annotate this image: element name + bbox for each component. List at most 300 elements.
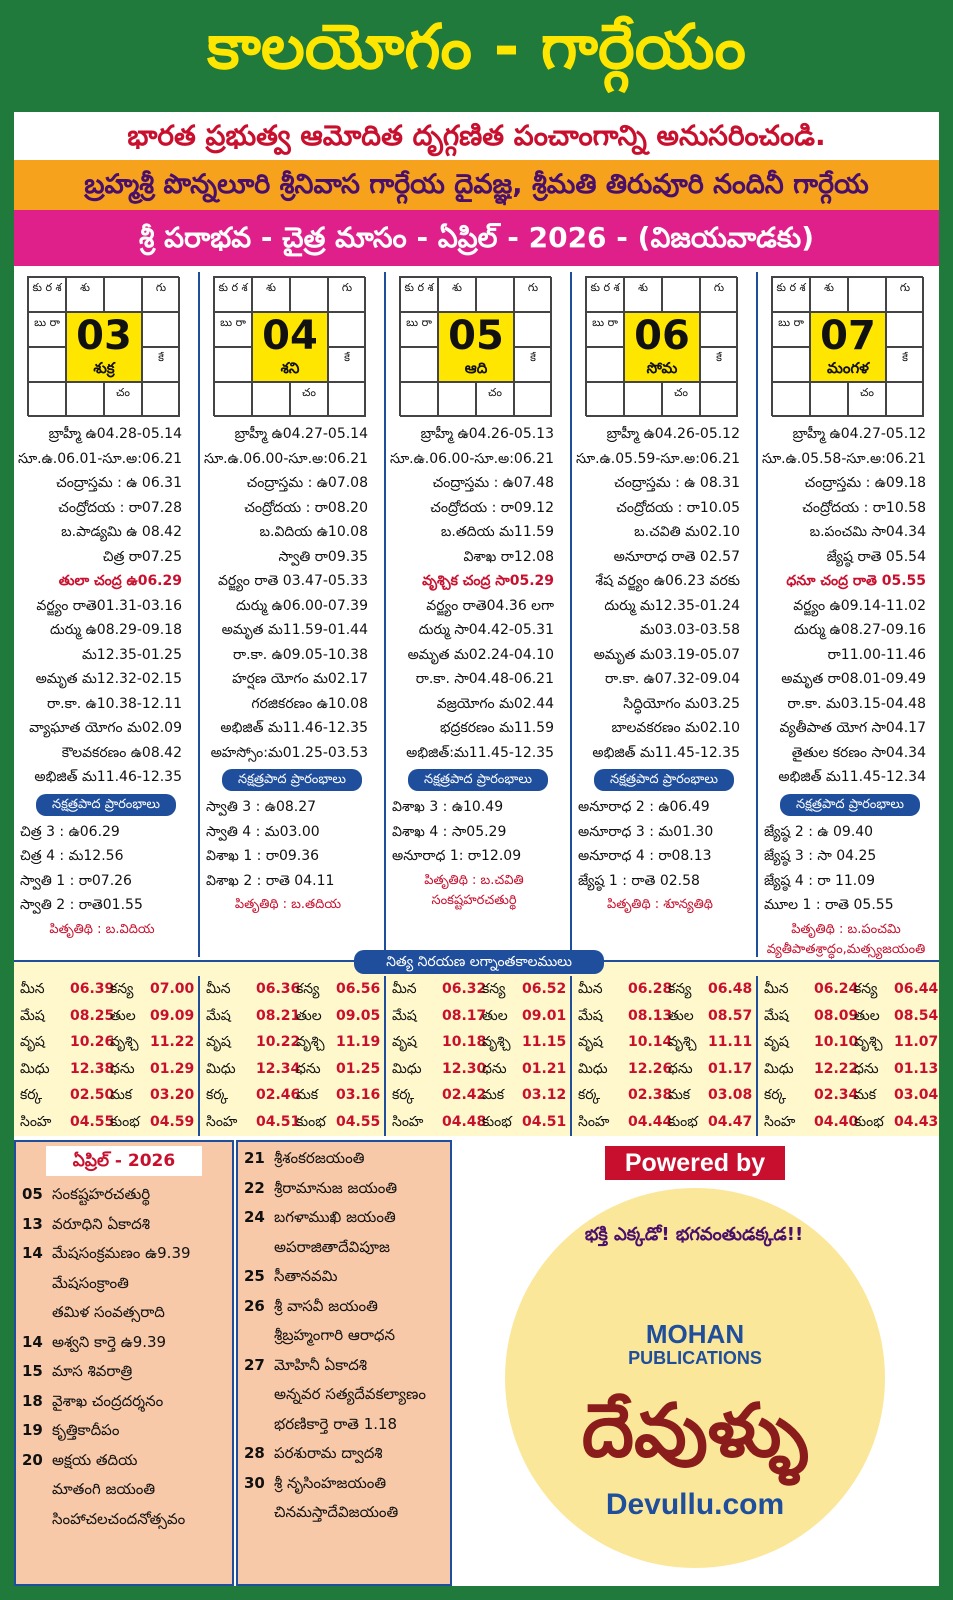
rasi-cell: కు ర శ	[586, 277, 624, 312]
panchang-line: అమృత మ03.19-05.07	[593, 646, 740, 663]
panchang-line: దుర్ము సా04.42-05.31	[418, 622, 554, 638]
festival-date: 15	[22, 1362, 43, 1380]
pitru-tithi: పితృతిథి : బ.చవితి	[424, 872, 524, 888]
pada-line: జ్యేష్ఠ 3 : సా 04.25	[764, 848, 877, 864]
lagna-time: 10.14	[628, 1034, 673, 1050]
lagna-name: మక	[482, 1087, 505, 1103]
lagna-name: వృశ్చి	[110, 1034, 139, 1050]
lagna-name: ధను	[110, 1060, 135, 1077]
panchang-line: చంద్రోదయ : రా10.58	[802, 499, 926, 516]
panchang-line: సూ.ఉ.06.00-సూ.అ:06.21	[390, 450, 555, 467]
pada-line: అనూరాధ 4 : రా08.13	[578, 848, 712, 864]
lagna-name: ధను	[668, 1060, 693, 1077]
lagna-time: 04.55	[336, 1113, 381, 1130]
panchang-line: సిద్ధియోగం మ03.25	[623, 695, 740, 712]
pada-line: విశాఖ 4 : సా05.29	[392, 823, 507, 840]
panchang-line: అమృత మ02.24-04.10	[407, 646, 554, 663]
special-day: వ్యతీపాతశ్రాద్ధం,మత్స్యజయంతి	[766, 941, 926, 957]
rasi-cell: బు రా	[400, 312, 438, 347]
lagna-time: 01.17	[708, 1060, 753, 1077]
lagna-time: 10.22	[256, 1034, 301, 1050]
festival-name: శ్రీరామానుజ జయంతి	[274, 1178, 398, 1197]
rasi-cell: గు	[514, 277, 552, 312]
lagna-name: మక	[854, 1087, 877, 1103]
festival-name: కృత్తికాదీపం	[52, 1421, 120, 1439]
date-number: 06	[634, 313, 690, 359]
lagna-time: 01.21	[522, 1060, 567, 1077]
brand-publications: PUBLICATIONS	[628, 1348, 762, 1368]
lagna-time: 04.51	[256, 1113, 301, 1130]
lagna-name: మీన	[764, 981, 789, 997]
weekday-label: శుక్ర	[93, 359, 115, 377]
lagna-time: 04.55	[70, 1113, 115, 1130]
panchang-line: మ12.35-01.25	[81, 646, 182, 663]
rasi-cell: బు రా	[772, 312, 810, 347]
panchang-line: కౌలవకరణం ఉ08.42	[61, 744, 182, 761]
festival-name: సంకష్టహరచతుర్థి	[52, 1185, 151, 1203]
panchang-line: అభిజిత్ మ11.45-12.34	[778, 769, 926, 785]
rasi-cell: బు రా	[28, 312, 66, 347]
lagna-name: తుల	[296, 1007, 322, 1024]
lagna-time: 01.29	[150, 1060, 195, 1077]
pitru-tithi: పితృతిథి : శూన్యతిథి	[607, 897, 713, 912]
pada-heading: నక్షత్రపాద ప్రారంభాలు	[36, 794, 176, 816]
lagna-name: మీన	[206, 981, 231, 997]
festival-name: మేషసంక్రాంతి	[52, 1273, 129, 1292]
festival-name: భరణికార్తె రాతె 1.18	[274, 1414, 398, 1433]
lagna-name: కన్య	[110, 981, 134, 997]
festival-date: 20	[22, 1450, 43, 1469]
lagna-name: మేష	[764, 1007, 789, 1024]
lagna-name: మిధు	[20, 1060, 50, 1077]
rasi-cell: కు ర శ	[214, 277, 252, 312]
lagna-name: మేష	[392, 1007, 417, 1024]
panchang-line: వ్యతీపాత యోగ సా04.17	[779, 720, 926, 736]
lagna-time: 11.22	[150, 1034, 195, 1050]
pada-line: జ్యేష్ఠ 4 : రా 11.09	[764, 872, 876, 889]
brand-mohan: MOHAN	[645, 1319, 745, 1349]
lagna-time: 08.17	[442, 1007, 487, 1024]
lagna-name: వృష	[578, 1034, 603, 1050]
lagna-time: 06.56	[336, 981, 381, 997]
lagna-name: కుంభ	[854, 1113, 884, 1130]
lagna-time: 02.46	[256, 1087, 301, 1103]
date-number: 04	[262, 313, 318, 359]
pada-line: స్వాతి 4 : మ03.00	[206, 823, 320, 840]
festival-name: మోహినీ ఏకాదశి	[274, 1355, 368, 1374]
pada-heading: నక్షత్రపాద ప్రారంభాలు	[780, 794, 920, 816]
lagna-name: వృష	[20, 1034, 45, 1050]
lagna-name: మిధు	[578, 1060, 608, 1077]
pada-line: చిత్ర 3 : ఉ06.29	[20, 823, 120, 840]
lagna-time: 03.04	[894, 1087, 939, 1103]
panchang-line: బ్రాహ్మీ ఉ04.27-05.12	[792, 426, 926, 442]
panchang-line: హర్షణ యోగం మ02.17	[232, 671, 368, 687]
devullu-logo-text: దేవుళ్ళు	[581, 1388, 809, 1474]
lagna-name: సింహ	[764, 1113, 796, 1130]
panchang-line: సూ.ఉ.06.01-సూ.అ:06.21	[18, 450, 183, 467]
pada-line: అనూరాధ 2 : ఉ06.49	[578, 799, 710, 815]
festival-date: 25	[244, 1267, 265, 1285]
panchang-line: ధనూ చంద్ర రాతె 05.55	[786, 573, 926, 589]
festival-name: మేషసంక్రమణం ఉ9.39	[52, 1244, 191, 1262]
panchang-line: చంద్రాస్తమ : ఉ07.48	[432, 475, 554, 491]
festival-date: 22	[244, 1178, 265, 1197]
panchang-line: చంద్రాస్తమ : ఉ07.08	[246, 475, 368, 491]
panchang-line: స్వాతి రా09.35	[278, 548, 368, 565]
lagna-time: 04.47	[708, 1113, 753, 1130]
festival-name: అక్షయ తదియ	[52, 1450, 138, 1469]
panchang-line: దుర్ము మ12.35-01.24	[604, 597, 740, 614]
lagna-time: 06.36	[256, 981, 301, 997]
panchang-line: రా.కా. సా04.48-06.21	[415, 671, 554, 687]
lagna-time: 12.26	[628, 1060, 673, 1077]
panchang-line: చంద్రోదయ : రా07.28	[58, 499, 182, 516]
festival-date: 19	[22, 1421, 43, 1439]
lagna-name: వృష	[206, 1034, 231, 1050]
festival-date: 18	[22, 1391, 43, 1410]
lagna-time: 04.48	[442, 1113, 487, 1130]
panchang-line: బ్రాహ్మీ ఉ04.26-05.13	[420, 426, 554, 442]
lagna-time: 02.38	[628, 1087, 673, 1103]
pada-heading: నక్షత్రపాద ప్రారంభాలు	[594, 769, 734, 791]
subtitle-line3: శ్రీ పరాభవ - చైత్ర మాసం - ఏప్రిల్ - 2026 - (విజయవాడకు)	[14, 210, 939, 266]
panchang-line: బ.తదియ మ11.59	[440, 524, 554, 540]
festival-name: అన్నవర సత్యదేవకల్యాణం	[274, 1385, 426, 1403]
special-day: సంకష్టహరచతుర్థి	[431, 892, 517, 908]
festival-date: 24	[244, 1208, 265, 1226]
rasi-cell: కే	[700, 347, 738, 382]
festival-date: 14	[22, 1332, 43, 1351]
festival-name: శ్రీశంకరజయంతి	[274, 1149, 365, 1167]
rasi-cell: బు రా	[586, 312, 624, 347]
lagna-time: 03.08	[708, 1087, 753, 1103]
lagna-time: 06.44	[894, 981, 939, 997]
lagna-name: మిధు	[764, 1060, 794, 1077]
lagna-name: కుంభ	[482, 1113, 512, 1130]
pada-line: అనూరాధ 3 : మ01.30	[578, 823, 714, 840]
subtitle-line2: బ్రహ్మశ్రీ పొన్నలూరి శ్రీనివాస గార్గేయ దైవజ్ఞ, శ్రీమతి తిరువూరి నందినీ గార్గేయ	[14, 160, 939, 210]
festival-date: 26	[244, 1296, 265, 1315]
weekday-label: సోమ	[646, 359, 678, 377]
lagna-time: 04.59	[150, 1113, 195, 1130]
rasi-cell: శు	[252, 277, 290, 312]
lagna-time: 08.09	[814, 1007, 859, 1024]
lagna-name: వృష	[764, 1034, 789, 1050]
pada-line: జ్యేష్ఠ 2 : ఉ 09.40	[764, 823, 874, 840]
lagna-time: 11.07	[894, 1034, 939, 1050]
panchang-line: చంద్రాస్తమ : ఉ 08.31	[614, 475, 740, 491]
festival-date: 28	[244, 1444, 265, 1462]
panchang-line: వర్జ్యం ఉ09.14-11.02	[793, 597, 926, 614]
panchang-line: అమృత మ12.32-02.15	[35, 671, 182, 687]
lagna-name: వృష	[392, 1034, 417, 1050]
lagna-time: 09.05	[336, 1007, 381, 1024]
lagna-name: మేష	[206, 1007, 231, 1024]
panchang-line: చిత్ర రా07.25	[102, 548, 182, 565]
festival-name: వైశాఖ చంద్రదర్శనం	[52, 1391, 164, 1410]
pitru-tithi: పితృతిథి : బ.తదియ	[234, 897, 342, 912]
panchang-line: తులా చంద్ర ఉ06.29	[58, 573, 182, 589]
rasi-cell: శు	[810, 277, 848, 312]
lagna-name: ధను	[296, 1060, 321, 1077]
lagna-name: కర్క	[578, 1087, 601, 1103]
panchang-line: అమృత రా08.01-09.49	[781, 671, 926, 687]
pada-heading: నక్షత్రపాద ప్రారంభాలు	[222, 769, 362, 791]
pada-line: విశాఖ 2 : రాతె 04.11	[206, 872, 335, 889]
lagna-time: 02.34	[814, 1087, 859, 1103]
subtitle-line1: భారత ప్రభుత్వ ఆమోదిత దృగ్గణిత పంచాంగాన్ని అనుసరించండి.	[14, 112, 939, 160]
lagna-name: కర్క	[20, 1087, 43, 1103]
rasi-cell: చం	[848, 382, 886, 417]
panchang-line: విశాఖ రా12.08	[463, 548, 554, 565]
lagna-time: 12.34	[256, 1060, 301, 1077]
lagna-name: కుంభ	[110, 1113, 140, 1130]
rasi-cell: కే	[328, 347, 366, 382]
panchang-line: రా.కా. ఉ10.38-12.11	[47, 695, 182, 712]
pada-line: జ్యేష్ఠ 1 : రాతె 02.58	[578, 872, 700, 889]
panchang-line: అభిజిత్ మ11.46-12.35	[34, 769, 182, 785]
rasi-cell: గు	[700, 277, 738, 312]
panchang-line: గరజికరణం ఉ10.08	[251, 695, 368, 712]
rasi-cell: గు	[886, 277, 924, 312]
festival-name: సింహాచలచందనోత్సవం	[52, 1509, 186, 1528]
pada-line: మూల 1 : రాతె 05.55	[764, 897, 894, 913]
panchang-line: రా.కా. మ03.15-04.48	[787, 695, 926, 712]
rasi-cell: చం	[662, 382, 700, 417]
pitru-tithi: పితృతిథి : బ.పంచమి	[791, 921, 901, 937]
rasi-cell: శు	[438, 277, 476, 312]
panchang-line: అభిజిత్:మ11.45-12.35	[406, 744, 554, 761]
panchang-line: చంద్రాస్తమ : ఉ09.18	[804, 475, 926, 491]
lagna-name: వృశ్చి	[854, 1034, 883, 1050]
festival-name: మాతంగి జయంతి	[52, 1480, 156, 1498]
panchang-line: రా.కా. ఉ07.32-09.04	[605, 671, 740, 687]
lagna-time: 11.19	[336, 1034, 381, 1050]
panchang-line: వజ్రయోగం మ02.44	[436, 695, 554, 712]
lagna-name: మీన	[578, 981, 603, 997]
panchang-line: దుర్ము ఉ06.00-07.39	[236, 597, 368, 614]
festival-name: చినమస్తాదేవిజయంతి	[274, 1503, 399, 1521]
panchang-line: భద్రకరణం మ11.59	[440, 720, 554, 736]
lagna-name: కన్య	[482, 981, 506, 997]
lagna-name: కర్క	[206, 1087, 229, 1103]
rasi-cell: కు ర శ	[772, 277, 810, 312]
lagna-heading: నిత్య నిరయణ లగ్నాంతకాలములు	[354, 950, 604, 974]
lagna-name: మక	[668, 1087, 691, 1103]
lagna-time: 07.00	[150, 981, 195, 997]
festival-name: శ్రీ వాసవీ జయంతి	[274, 1296, 378, 1315]
pada-line: స్వాతి 2 : రాతె01.55	[20, 897, 143, 913]
lagna-time: 01.13	[894, 1060, 939, 1077]
lagna-name: మిధు	[206, 1060, 236, 1077]
festival-name: వరూధిని ఏకాదశి	[52, 1214, 150, 1233]
panchang-line: జ్యేష్ఠ రాతె 05.54	[826, 548, 926, 565]
panchang-line: వర్జ్యం రాతె01.31-03.16	[36, 597, 182, 614]
rasi-cell: శు	[624, 277, 662, 312]
festival-date: 21	[244, 1149, 265, 1167]
lagna-name: కుంభ	[668, 1113, 698, 1130]
lagna-name: తుల	[110, 1007, 136, 1024]
lagna-name: కుంభ	[296, 1113, 326, 1130]
pada-line: అనూరాధ 1: రా12.09	[392, 848, 522, 864]
lagna-time: 03.12	[522, 1087, 567, 1103]
lagna-time: 06.24	[814, 981, 859, 997]
festival-name: శ్రీ నృసింహజయంతి	[274, 1473, 387, 1492]
festival-name: అపరాజితాదేవిపూజ	[274, 1237, 390, 1256]
festival-name: అశ్వని కార్తె ఉ9.39	[52, 1332, 167, 1351]
lagna-name: ధను	[854, 1060, 879, 1077]
panchang-line: వృశ్చిక చంద్ర సా05.29	[422, 573, 554, 589]
lagna-time: 06.39	[70, 981, 115, 997]
lagna-name: కన్య	[668, 981, 692, 997]
panchang-line: అభిజిత్ మ11.46-12.35	[220, 720, 368, 736]
weekday-label: ఆది	[464, 359, 488, 377]
lagna-time: 02.50	[70, 1087, 115, 1103]
panchang-line: చంద్రోదయ : రా09.12	[430, 499, 554, 516]
festival-date: 05	[22, 1185, 43, 1203]
lagna-time: 06.32	[442, 981, 487, 997]
lagna-time: 09.01	[522, 1007, 567, 1024]
festival-date: 30	[244, 1473, 265, 1492]
lagna-name: కన్య	[854, 981, 878, 997]
lagna-time: 01.25	[336, 1060, 381, 1077]
lagna-time: 04.51	[522, 1113, 567, 1130]
lagna-time: 10.26	[70, 1034, 115, 1050]
pada-line: స్వాతి 3 : ఉ08.27	[206, 799, 317, 815]
lagna-name: సింహ	[206, 1113, 238, 1130]
panchang-line: రా11.00-11.46	[827, 646, 926, 663]
rasi-cell: కే	[142, 347, 180, 382]
date-number: 03	[76, 313, 132, 359]
panchang-line: దుర్ము ఉ08.29-09.18	[50, 622, 182, 638]
lagna-name: తుల	[854, 1007, 880, 1024]
pada-line: స్వాతి 1 : రా07.26	[20, 872, 132, 889]
lagna-name: మేష	[578, 1007, 603, 1024]
panchang-line: వర్జ్యం రాతె 03.47-05.33	[217, 573, 368, 589]
pada-heading: నక్షత్రపాద ప్రారంభాలు	[408, 769, 548, 791]
logo-tagline: భక్తి ఎక్కడో! భగవంతుడక్కడ!!	[584, 1224, 804, 1245]
panchang-line: బ.పాడ్యమి ఉ 08.42	[61, 524, 182, 540]
panchang-line: దుర్ము ఉ08.27-09.16	[794, 622, 926, 638]
festival-heading: ఏప్రిల్ - 2026	[46, 1146, 202, 1176]
lagna-name: ధను	[482, 1060, 507, 1077]
lagna-time: 06.28	[628, 981, 673, 997]
rasi-cell: గు	[328, 277, 366, 312]
panchang-line: అమృత మ11.59-01.44	[221, 622, 368, 638]
panchang-line: సూ.ఉ.06.00-సూ.అ:06.21	[204, 450, 369, 467]
rasi-cell: కు ర శ	[28, 277, 66, 312]
lagna-name: మీన	[392, 981, 417, 997]
festival-name: సీతానవమి	[274, 1267, 338, 1285]
panchang-line: బాలవకరణం మ02.10	[611, 720, 740, 736]
rasi-cell: కే	[886, 347, 924, 382]
lagna-time: 11.15	[522, 1034, 567, 1050]
panchang-line: చంద్రోదయ : రా10.05	[616, 499, 740, 516]
lagna-time: 08.21	[256, 1007, 301, 1024]
panchang-line: రా.కా. ఉ09.05-10.38	[233, 646, 368, 663]
panchang-line: చంద్రోదయ : రా08.20	[244, 499, 368, 516]
festival-date: 13	[22, 1214, 43, 1233]
lagna-time: 03.16	[336, 1087, 381, 1103]
panchang-line: వర్జ్యం రాతె04.36 లగా	[426, 597, 554, 614]
lagna-name: వృశ్చి	[668, 1034, 697, 1050]
lagna-name: మక	[110, 1087, 133, 1103]
rasi-cell: చం	[104, 382, 142, 417]
panchang-line: సూ.ఉ.05.59-సూ.అ:06.21	[576, 450, 741, 467]
panchang-line: బ.చవితి మ02.10	[634, 524, 740, 540]
panchang-line: బ్రాహ్మీ ఉ04.26-05.12	[606, 426, 740, 442]
lagna-time: 12.22	[814, 1060, 859, 1077]
panchang-line: వ్యాఘాత యోగం మ02.09	[29, 720, 182, 736]
panchang-line: బ్రాహ్మీ ఉ04.27-05.14	[234, 426, 368, 442]
rasi-cell: కే	[514, 347, 552, 382]
rasi-cell: గు	[142, 277, 180, 312]
lagna-name: సింహ	[392, 1113, 424, 1130]
panchang-line: మ03.03-03.58	[639, 622, 740, 638]
festival-date: 27	[244, 1355, 265, 1374]
lagna-time: 08.57	[708, 1007, 753, 1024]
lagna-time: 08.25	[70, 1007, 115, 1024]
panchang-line: బ.పంచమి సా04.34	[809, 524, 926, 540]
panchang-line: సూ.ఉ.05.58-సూ.అ:06.21	[762, 450, 927, 467]
lagna-name: సింహ	[20, 1113, 52, 1130]
panchang-line: తైతుల కరణం సా04.34	[791, 744, 926, 761]
lagna-time: 10.10	[814, 1034, 859, 1050]
rasi-cell: చం	[476, 382, 514, 417]
website-link[interactable]: Devullu.com	[605, 1488, 785, 1521]
weekday-label: శని	[280, 359, 300, 377]
lagna-name: వృశ్చి	[296, 1034, 325, 1050]
lagna-time: 02.42	[442, 1087, 487, 1103]
lagna-time: 10.18	[442, 1034, 487, 1050]
pada-line: చిత్ర 4 : మ12.56	[20, 848, 124, 864]
festival-date: 14	[22, 1244, 43, 1262]
lagna-name: తుల	[482, 1007, 508, 1024]
lagna-name: మిధు	[392, 1060, 422, 1077]
lagna-time: 12.30	[442, 1060, 487, 1077]
lagna-name: కన్య	[296, 981, 320, 997]
lagna-name: వృశ్చి	[482, 1034, 511, 1050]
lagna-name: కర్క	[392, 1087, 415, 1103]
lagna-name: మక	[296, 1087, 319, 1103]
lagna-name: మీన	[20, 981, 45, 997]
festival-name: మాస శివరాత్రి	[52, 1362, 133, 1380]
panchang-line: చంద్రాస్తమ : ఉ 06.31	[56, 475, 182, 491]
powered-by-label: Powered by	[605, 1146, 785, 1180]
panchang-line: అహస్సోం:మ01.25-03.53	[210, 744, 368, 761]
rasi-cell: బు రా	[214, 312, 252, 347]
rasi-cell: శు	[66, 277, 104, 312]
lagna-name: మేష	[20, 1007, 45, 1024]
pada-line: విశాఖ 3 : ఉ10.49	[392, 799, 504, 815]
weekday-label: మంగళ	[827, 359, 869, 377]
panchang-line: బ.విదియ ఉ10.08	[259, 524, 368, 540]
festival-name: బగళాముఖి జయంతి	[274, 1208, 396, 1226]
pitru-tithi: పితృతిథి : బ.విదియ	[49, 921, 155, 937]
rasi-cell: కు ర శ	[400, 277, 438, 312]
lagna-name: కర్క	[764, 1087, 787, 1103]
lagna-name: సింహ	[578, 1113, 610, 1130]
rasi-cell: చం	[290, 382, 328, 417]
lagna-time: 12.38	[70, 1060, 115, 1077]
festival-name: పరశురామ ద్వాదశి	[274, 1444, 383, 1462]
lagna-time: 08.54	[894, 1007, 939, 1024]
panchang-line: శేష వర్జ్యం ఉ06.23 వరకు	[595, 573, 740, 589]
festival-name: తమిళ సంవత్సరాది	[52, 1303, 165, 1321]
page-title: కాలయోగం - గార్గేయం	[207, 10, 746, 83]
lagna-time: 06.52	[522, 981, 567, 997]
